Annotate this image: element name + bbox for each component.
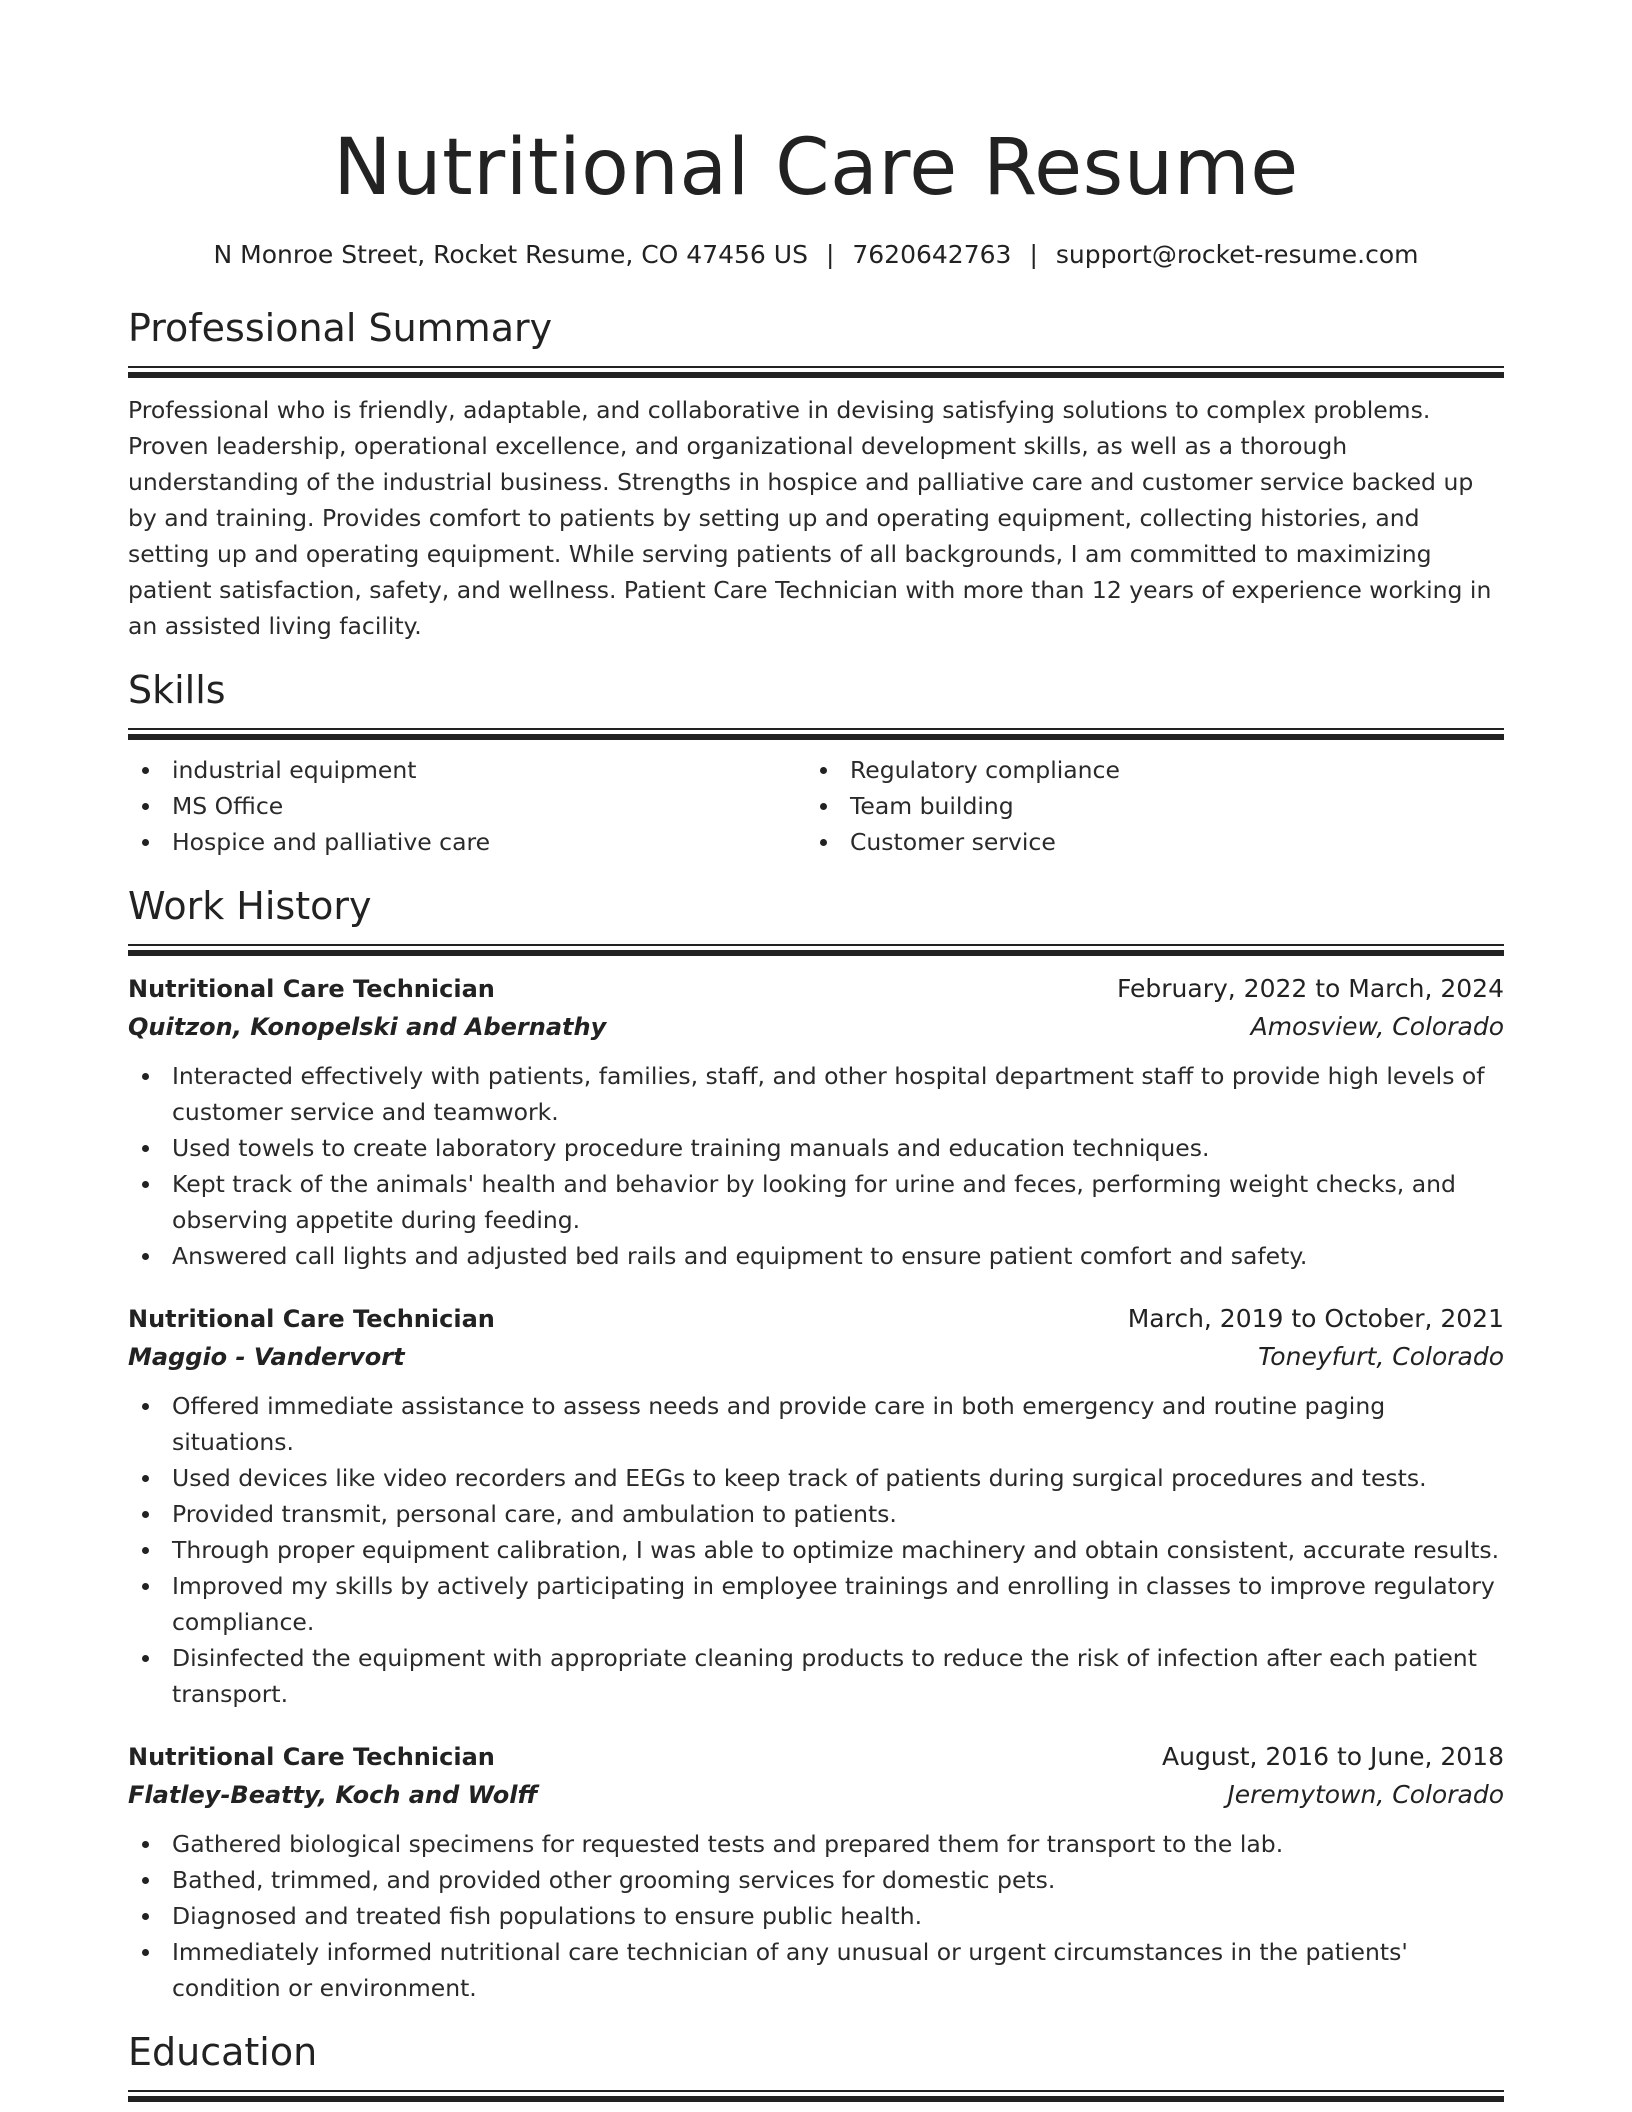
job-dates: August, 2016 to June, 2018 (1162, 1742, 1504, 1771)
job-bullet: Provided transmit, personal care, and ambulation to patients. (128, 1496, 1504, 1532)
job-bullet: Kept track of the animals' health and behavior by looking for urine and feces, performing weight checks, and observing appetite during feeding. (128, 1166, 1504, 1238)
job-bullet: Disinfected the equipment with appropriate cleaning products to reduce the risk of infection after each patient transport. (128, 1640, 1504, 1712)
job-company: Maggio - Vandervort (128, 1343, 405, 1371)
job-bullet: Improved my skills by actively participating in employee trainings and enrolling in classes to improve regulatory compliance. (128, 1568, 1504, 1640)
skill-item: industrial equipment (128, 752, 806, 788)
job-header-row (128, 970, 1504, 1008)
section-divider (128, 366, 1504, 378)
summary-section (128, 304, 1504, 644)
job-dates: March, 2019 to October, 2021 (1127, 1304, 1504, 1333)
section-divider (128, 944, 1504, 956)
section-heading-summary: Professional Summary (128, 306, 553, 350)
job-bullet: Answered call lights and adjusted bed rails and equipment to ensure patient comfort and safety. (128, 1238, 1504, 1274)
job-entry (128, 1738, 1504, 2006)
job-title: Nutritional Care Technician (128, 1305, 495, 1333)
job-company-row (128, 1776, 1504, 1814)
job-bullet: Used devices like video recorders and EEGs to keep track of patients during surgical procedures and tests. (128, 1460, 1504, 1496)
skill-item: MS Office (128, 788, 806, 824)
job-company-row (128, 1008, 1504, 1046)
job-bullet: Interacted effectively with patients, families, staff, and other hospital department staff to provide high levels of customer service and teamwork. (128, 1058, 1504, 1130)
contact-address: N Monroe Street, Rocket Resume, CO 47456 US (213, 240, 808, 269)
skills-columns (128, 752, 1504, 860)
job-bullet: Through proper equipment calibration, I was able to optimize machinery and obtain consistent, accurate results. (128, 1532, 1504, 1568)
job-bullets (128, 1826, 1504, 2006)
job-bullet: Diagnosed and treated fish populations to ensure public health. (128, 1898, 1504, 1934)
job-entry (128, 1300, 1504, 1712)
contact-phone: 7620642763 (852, 240, 1012, 269)
job-company: Flatley-Beatty, Koch and Wolff (128, 1781, 538, 1809)
contact-email: support@rocket-resume.com (1055, 240, 1419, 269)
contact-separator: | (1029, 240, 1038, 269)
job-location: Jeremytown, Colorado (1227, 1780, 1504, 1809)
job-bullet: Used towels to create laboratory procedure training manuals and education techniques. (128, 1130, 1504, 1166)
job-header-row (128, 1738, 1504, 1776)
job-company: Quitzon, Konopelski and Abernathy (128, 1013, 607, 1041)
job-location: Amosview, Colorado (1250, 1012, 1504, 1041)
job-entry (128, 970, 1504, 1274)
skill-item: Regulatory compliance (806, 752, 1484, 788)
section-heading-education: Education (128, 2030, 318, 2074)
job-bullets (128, 1058, 1504, 1274)
job-header-row (128, 1300, 1504, 1338)
contact-separator: | (825, 240, 835, 269)
job-company-row (128, 1338, 1504, 1376)
job-bullet: Immediately informed nutritional care technician of any unusual or urgent circumstances in the patients' condition or environment. (128, 1934, 1504, 2006)
job-bullet: Gathered biological specimens for requested tests and prepared them for transport to the lab. (128, 1826, 1504, 1862)
job-dates: February, 2022 to March, 2024 (1116, 974, 1504, 1003)
job-title: Nutritional Care Technician (128, 1743, 495, 1771)
education-section (128, 2028, 1504, 2102)
section-divider (128, 2090, 1504, 2102)
resume-title: Nutritional Care Resume (333, 123, 1299, 213)
contact-line (128, 238, 1504, 272)
job-title: Nutritional Care Technician (128, 975, 495, 1003)
skills-list-left (128, 752, 806, 860)
job-bullets (128, 1388, 1504, 1712)
job-bullet: Offered immediate assistance to assess needs and provide care in both emergency and routine paging situations. (128, 1388, 1504, 1460)
skills-section (128, 666, 1504, 860)
resume-page (128, 0, 1504, 2102)
work-history-section (128, 882, 1504, 2006)
section-divider (128, 728, 1504, 740)
skills-list-right (806, 752, 1484, 860)
section-heading-skills: Skills (128, 668, 226, 712)
skill-item: Hospice and palliative care (128, 824, 806, 860)
skill-item: Customer service (806, 824, 1484, 860)
section-heading-work-history: Work History (128, 884, 372, 928)
skill-item: Team building (806, 788, 1484, 824)
job-location: Toneyfurt, Colorado (1258, 1342, 1504, 1371)
summary-text: Professional who is friendly, adaptable, and collaborative in devising satisfying solutions to complex problems. Proven leadership, operational excellence, and organizational development skills, as well as a thorough understanding of the industrial business. Strengths in hospice and palliative care and customer service backed up by and training. Provides comfort to patients by setting up and operating equipment, collecting histories, and setting up and operating equipment. While serving patients of all backgrounds, I am committed to maximizing patient satisfaction, safety, and wellness. Patient Care Technician with more than 12 years of experience working in an assisted living facility. (128, 396, 1492, 640)
job-bullet: Bathed, trimmed, and provided other grooming services for domestic pets. (128, 1862, 1504, 1898)
